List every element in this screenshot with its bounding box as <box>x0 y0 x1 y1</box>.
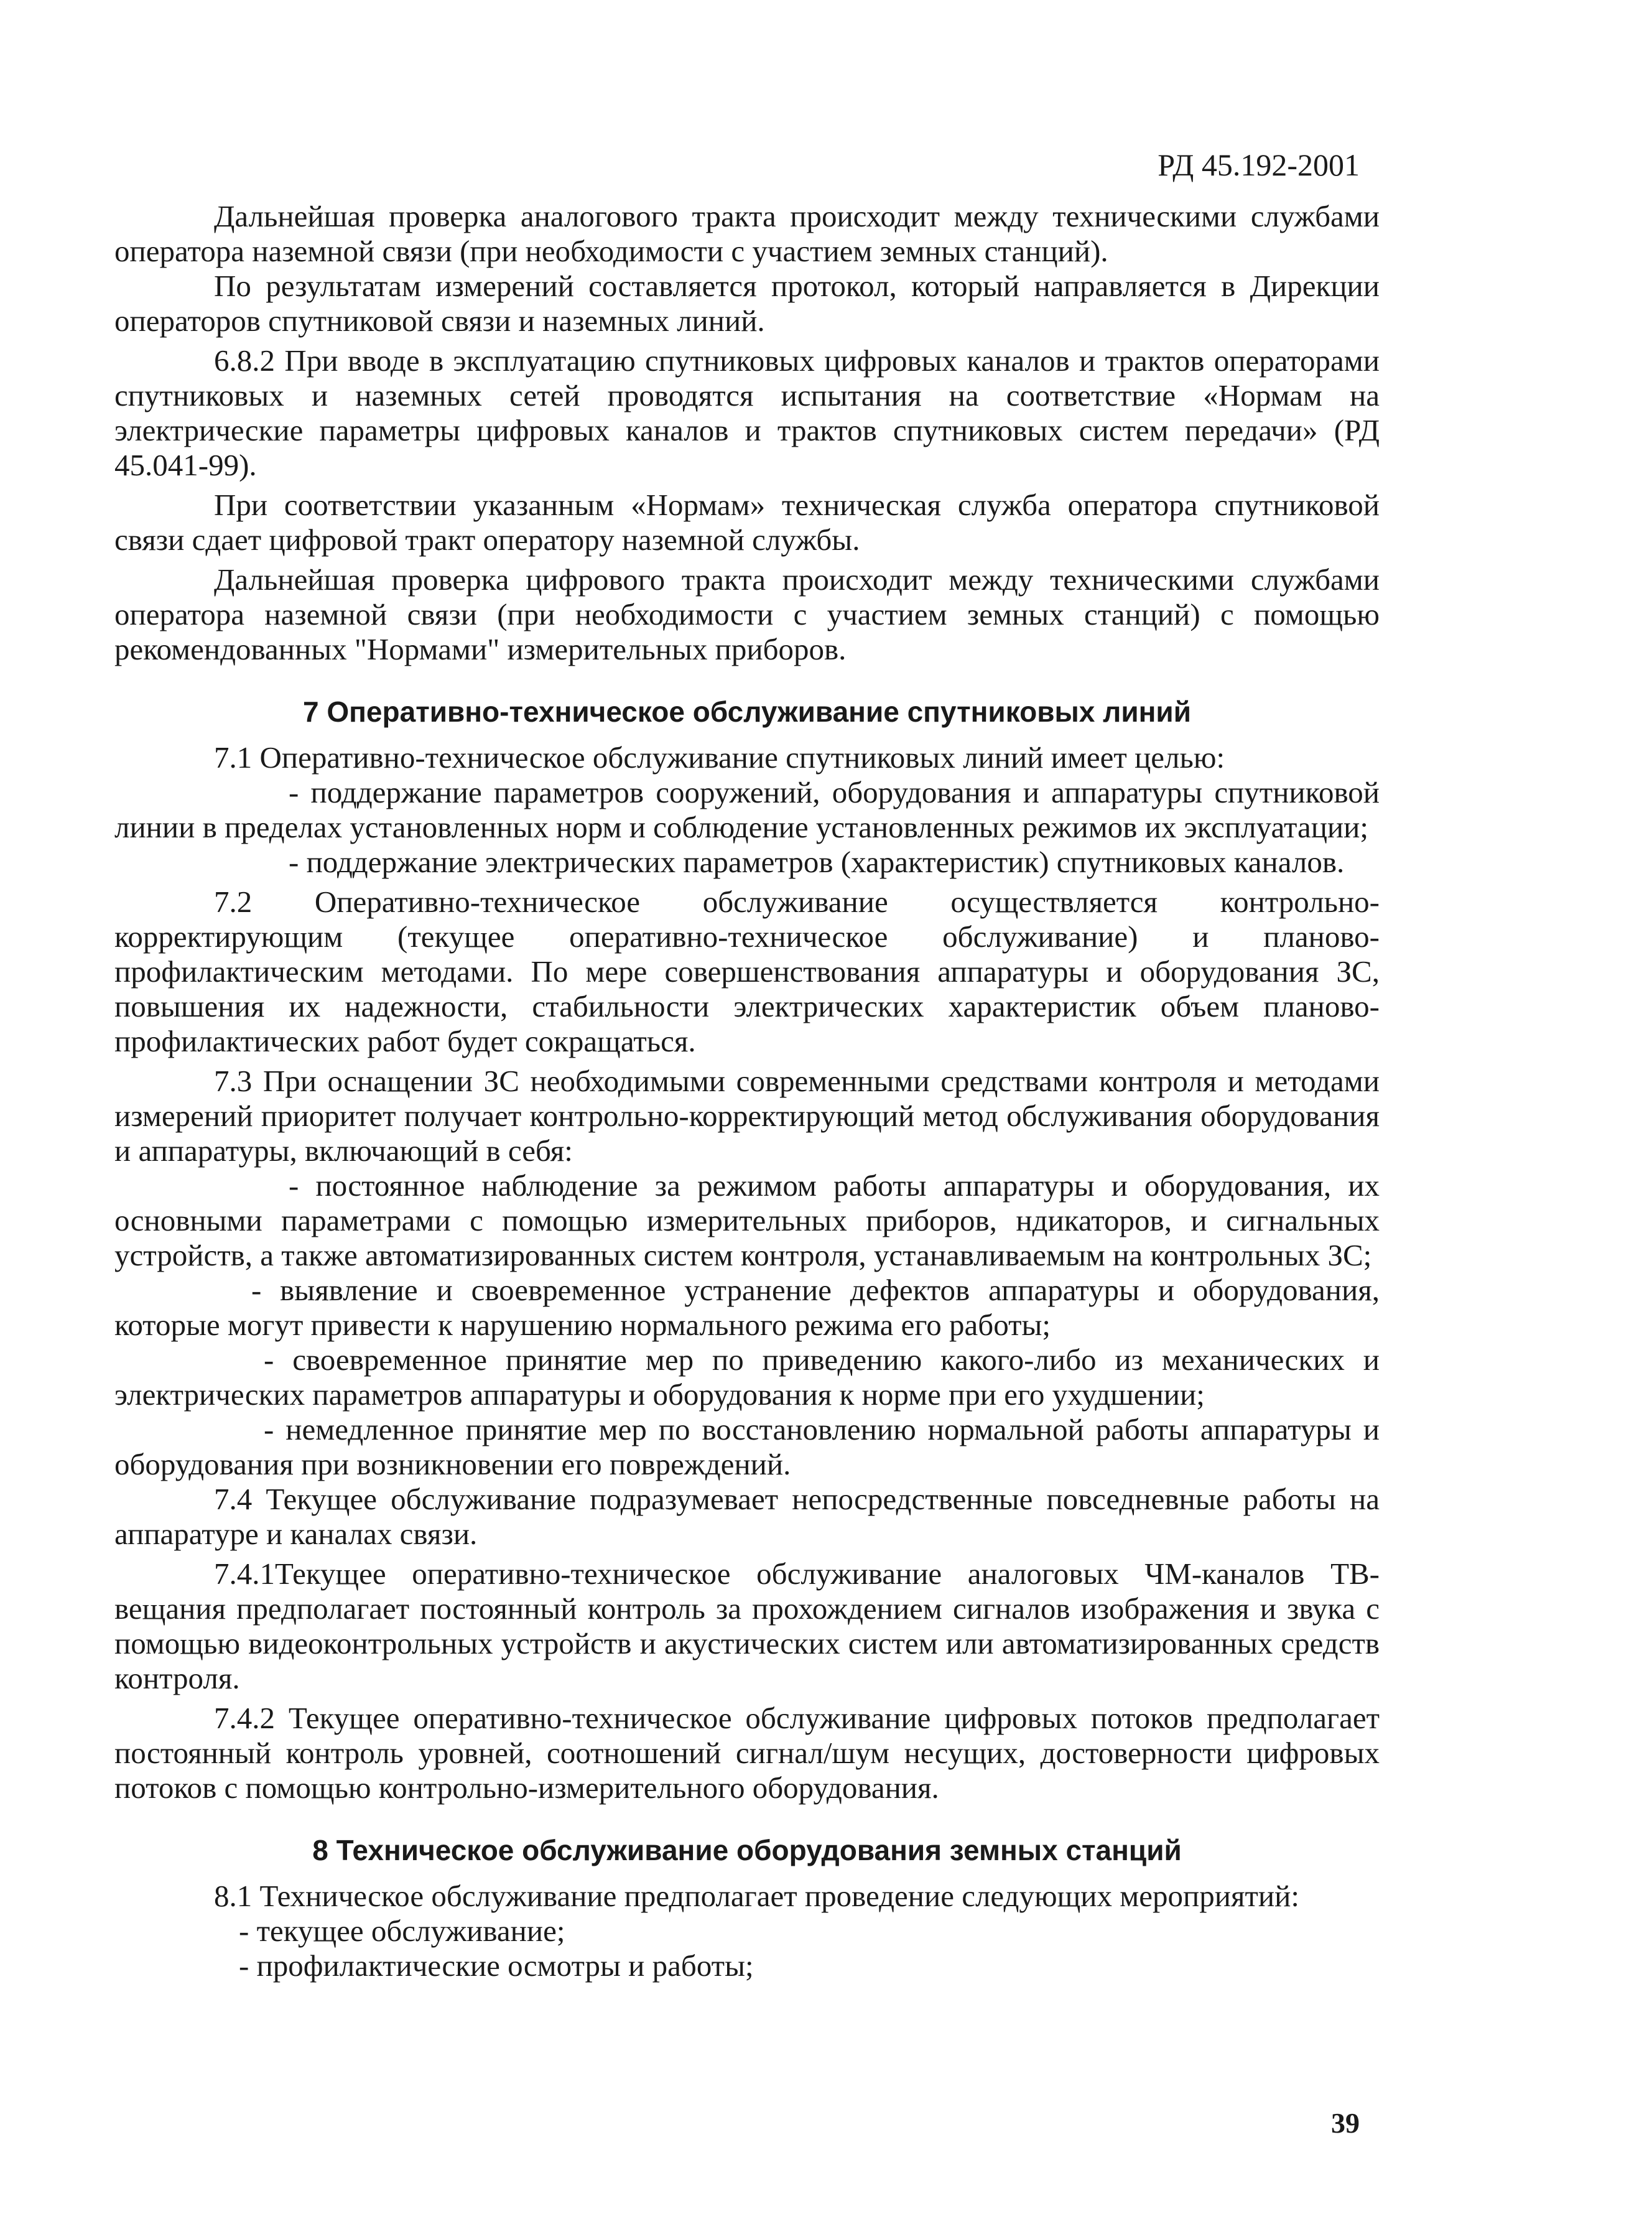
paragraph-7-2: 7.2 Оперативно-техническое обслуживание осуществляется контрольно-корректирующим (текущее оперативно-техническое обслуживание) и планово-профилактическим методами. По мере совершенствования аппаратуры и оборудования ЗС, повышения их надежности, стабильности электрических характеристик объем планово-профилактических работ будет сокращаться. <box>114 885 1380 1058</box>
list-item: - поддержание параметров сооружений, оборудования и аппаратуры спутниковой линии в пределах установленных норм и соблюдение установленных режимов их эксплуатации; <box>114 775 1380 844</box>
list-item: - своевременное принятие мер по приведению какого-либо из механических и электрических параметров аппаратуры и оборудования к норме при его ухудшении; <box>114 1343 1380 1412</box>
paragraph: При соответствии указанным «Нормам» техническая служба оператора спутниковой связи сдает цифровой тракт оператору наземной службы. <box>114 488 1380 557</box>
paragraph: Дальнейшая проверка аналогового тракта происходит между техническими службами оператора наземной связи (при необходимости с участием земных станций). <box>114 199 1380 268</box>
list-item: - постоянное наблюдение за режимом работы аппаратуры и оборудования, их основными параметрами с помощью измерительных приборов, ндикаторов, и сигнальных устройств, а также автоматизированных систем контроля, устанавливаемым на контрольных ЗС; <box>114 1168 1380 1272</box>
document-code: РД 45.192-2001 <box>1158 147 1360 182</box>
paragraph-7-3: 7.3 При оснащении ЗС необходимыми современными средствами контроля и методами измерений приоритет получает контрольно-корректирующий метод обслуживания оборудования и аппаратуры, включающий в себя: <box>114 1064 1380 1168</box>
paragraph-7-4-2: 7.4.2 Текущее оперативно-техническое обслуживание цифровых потоков предполагает постоянный контроль уровней, соотношений сигнал/шум несущих, достоверности цифровых потоков с помощью контрольно-измерительного оборудования. <box>114 1701 1380 1805</box>
section-heading-7: 7 Оперативно-техническое обслуживание спутниковых линий <box>303 696 1191 728</box>
list-item: - текущее обслуживание; <box>239 1914 565 1948</box>
page-number: 39 <box>1331 2107 1360 2139</box>
paragraph-8-1: 8.1 Техническое обслуживание предполагает проведение следующих мероприятий: <box>214 1879 1299 1913</box>
list-item: - профилактические осмотры и работы; <box>239 1948 754 1983</box>
paragraph: Дальнейшая проверка цифрового тракта происходит между техническими службами оператора наземной связи (при необходимости с участием земных станций) с помощью рекомендованных "Нормами" измерительных приборов. <box>114 562 1380 666</box>
section-heading-8: 8 Техническое обслуживание оборудования земных станций <box>312 1834 1182 1866</box>
paragraph-7-4: 7.4 Текущее обслуживание подразумевает непосредственные повседневные работы на аппаратуре и каналах связи. <box>114 1482 1380 1551</box>
document-body <box>114 199 1380 1983</box>
paragraph: По результатам измерений составляется протокол, который направляется в Дирекции операторов спутниковой связи и наземных линий. <box>114 269 1380 338</box>
paragraph-7-1: 7.1 Оперативно-техническое обслуживание спутниковых линий имеет целью: <box>214 740 1225 775</box>
paragraph-6-8-2: 6.8.2 При вводе в эксплуатацию спутниковых цифровых каналов и трактов операторами спутниковых и наземных сетей проводятся испытания на соответствие «Нормам на электрические параметры цифровых каналов и трактов спутниковых систем передачи» (РД 45.041-99). <box>114 343 1380 482</box>
list-item: - немедленное принятие мер по восстановлению нормальной работы аппаратуры и оборудования при возникновении его повреждений. <box>114 1412 1380 1481</box>
paragraph-7-4-1: 7.4.1Текущее оперативно-техническое обслуживание аналоговых ЧМ-каналов ТВ-вещания предполагает постоянный контроль за прохождением сигналов изображения и звука с помощью видеоконтрольных устройств и акустических систем или автоматизированных средств контроля. <box>114 1557 1380 1695</box>
list-item: - поддержание электрических параметров (характеристик) спутниковых каналов. <box>289 845 1345 879</box>
list-item: - выявление и своевременное устранение дефектов аппаратуры и оборудования, которые могут привести к нарушению нормального режима его работы; <box>114 1273 1380 1342</box>
